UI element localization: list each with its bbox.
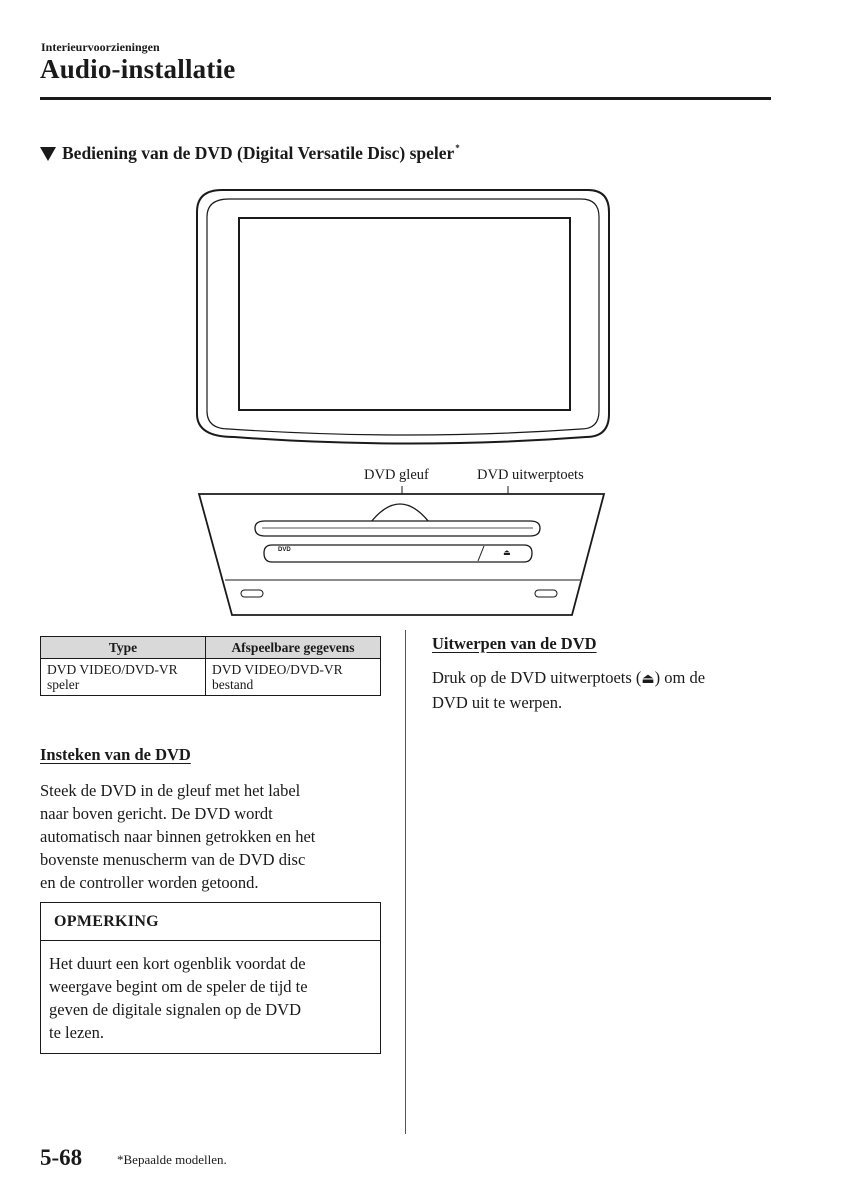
footnote-marker: * <box>455 143 460 153</box>
playable-media-table <box>40 636 381 696</box>
insert-heading: Insteken van de DVD <box>40 745 191 764</box>
disc-slot <box>255 521 540 536</box>
eject-paragraph: Druk op de DVD uitwerptoets (⏏) om de DVD uit te werpen. <box>432 668 706 712</box>
section-label: Interieurvoorzieningen <box>41 40 160 54</box>
table-header-data: Afspeelbare gegevens <box>206 637 381 659</box>
column-divider <box>405 630 406 1134</box>
page-title: Audio-installatie <box>40 54 236 84</box>
display-screen <box>239 218 570 410</box>
note-heading: OPMERKING <box>41 903 380 941</box>
insert-paragraph: Steek de DVD in de gleuf met het label naar boven gericht. De DVD wordt automatisch naar binnen getrokken en het bovenste menuscherm van de DVD disc en de controller worden getoond. <box>40 781 316 892</box>
note-text: Het duurt een kort ogenblik voordat de weergave begint om de speler de tijd te geven de digitale signalen op de DVD te lezen. <box>49 954 308 1042</box>
triangle-down-icon <box>40 147 56 161</box>
note-box <box>40 902 381 1054</box>
slot-callout: DVD gleuf <box>364 467 429 483</box>
eject-callout: DVD uitwerptoets <box>477 467 584 483</box>
eject-button-icon[interactable]: ⏏ <box>503 548 511 557</box>
subsection-title: Bediening van de DVD (Digital Versatile Disc) speler <box>62 143 455 163</box>
table-cell: DVD VIDEO/DVD-VR bestand <box>206 659 381 696</box>
subsection-heading <box>40 143 460 164</box>
dvd-player-illustration <box>190 180 630 620</box>
title-divider <box>40 97 771 100</box>
eject-heading: Uitwerpen van de DVD <box>432 634 597 653</box>
footnote: *Bepaalde modellen. <box>117 1152 227 1167</box>
dvd-logo: DVD <box>278 547 291 553</box>
page-number: 5-68 <box>40 1145 83 1170</box>
table-cell: DVD VIDEO/DVD-VR speler <box>41 659 206 696</box>
table-row <box>41 659 381 696</box>
table-header-type: Type <box>41 637 206 659</box>
eject-icon: ⏏ <box>641 671 655 687</box>
